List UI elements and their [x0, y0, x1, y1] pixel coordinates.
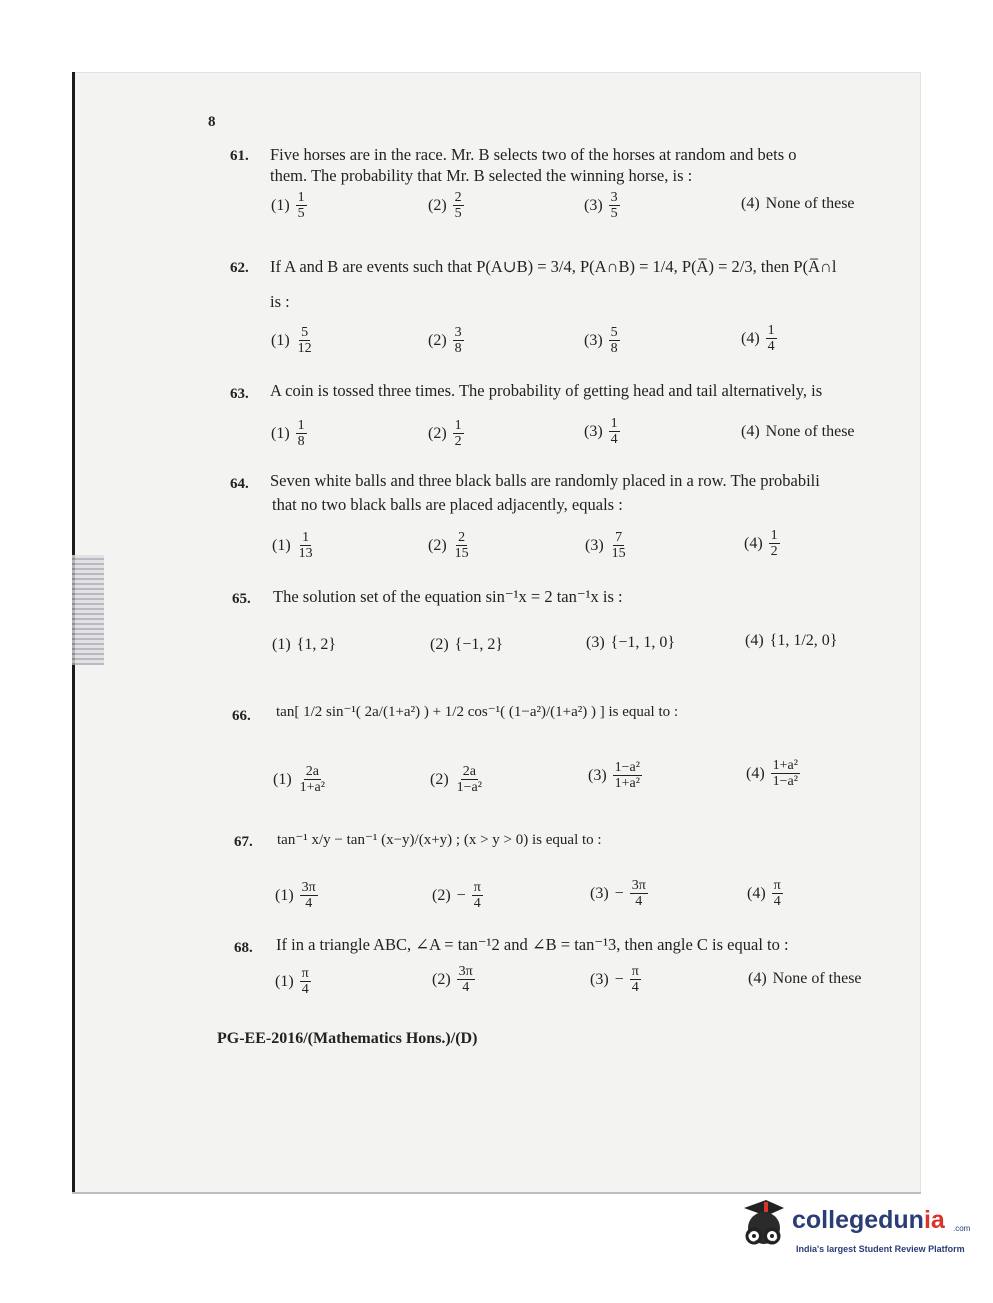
question-number: 67. — [234, 834, 253, 850]
question-text: tan[ 1/2 sin⁻¹( 2a/(1+a²) ) + 1/2 cos⁻¹( (1−a²)/(1+a²) ) ] is equal to : — [276, 704, 679, 720]
option[interactable]: (2) {−1, 2} — [430, 636, 504, 653]
logo-tagline: India's largest Student Review Platform — [796, 1244, 965, 1254]
option[interactable]: (3) − $\frac{\pi}{4}$ — [590, 964, 639, 996]
question-number: 66. — [232, 708, 251, 724]
scan-bottom-edge — [72, 1192, 921, 1194]
option[interactable]: (3) {−1, 1, 0} — [586, 634, 676, 651]
logo-domain-suffix: .com — [953, 1224, 971, 1233]
question-text: If in a triangle ABC, ∠A = tan⁻¹2 and ∠B = tan⁻¹3, then angle C is equal to : — [276, 935, 789, 954]
option[interactable]: (2) $\frac{1}{2}$ — [428, 418, 462, 450]
collegedunia-logo[interactable] — [736, 1198, 971, 1258]
option[interactable]: (4) $\frac{\text{1+a²}}{\text{1−a²}}$ — [746, 758, 798, 790]
question-text: Five horses are in the race. Mr. B selects two of the horses at random and bets o — [270, 145, 797, 164]
option[interactable]: (2) $\frac{3}{8}$ — [428, 325, 462, 357]
question-number: 62. — [230, 260, 249, 276]
mascot-icon — [736, 1198, 790, 1254]
option[interactable]: (1) $\frac{1}{13}$ — [272, 530, 313, 562]
page-number: 8 — [208, 114, 216, 130]
option[interactable]: (4) None of these — [741, 423, 855, 440]
option[interactable]: (1) $\frac{3\pi}{4}$ — [275, 880, 316, 912]
option[interactable]: (3) $\frac{1}{4}$ — [584, 416, 618, 448]
option[interactable]: (4) None of these — [748, 970, 862, 987]
option[interactable]: (2) − $\frac{\pi}{4}$ — [432, 880, 481, 912]
option[interactable]: (1) $\frac{5}{12}$ — [271, 325, 312, 357]
question-text: Seven white balls and three black balls are randomly placed in a row. The probabili — [270, 471, 820, 490]
question-number: 64. — [230, 476, 249, 492]
option[interactable]: (1) $\frac{1}{5}$ — [271, 190, 305, 222]
option[interactable]: (3) − $\frac{3\pi}{4}$ — [590, 878, 646, 910]
logo-wordmark: collegedunia — [792, 1206, 945, 1234]
question-text: The solution set of the equation sin⁻¹x = 2 tan⁻¹x is : — [273, 587, 623, 606]
option[interactable]: (3) $\frac{5}{8}$ — [584, 325, 618, 357]
option[interactable]: (1) {1, 2} — [272, 636, 337, 653]
paper-code-footer: PG-EE-2016/(Mathematics Hons.)/(D) — [217, 1030, 478, 1047]
option[interactable]: (3) $\frac{7}{15}$ — [585, 530, 626, 562]
option[interactable]: (2) $\frac{2a}{\text{1−a²}}$ — [430, 764, 482, 796]
option[interactable]: (4) {1, 1/2, 0} — [745, 632, 838, 649]
question-text: is : — [270, 292, 290, 311]
question-text: tan⁻¹ x/y − tan⁻¹ (x−y)/(x+y) ; (x > y > 0) is equal to : — [277, 832, 602, 848]
question-number: 61. — [230, 148, 249, 164]
question-text: that no two black balls are placed adjacently, equals : — [272, 495, 623, 514]
option[interactable]: (3) $\frac{3}{5}$ — [584, 190, 618, 222]
question-number: 68. — [234, 940, 253, 956]
binding-marks — [72, 555, 104, 665]
option[interactable]: (4) $\frac{\pi}{4}$ — [747, 878, 781, 910]
question-number: 63. — [230, 386, 249, 402]
option[interactable]: (3) $\frac{\text{1−a²}}{\text{1+a²}}$ — [588, 760, 640, 792]
option[interactable]: (1) $\frac{\pi}{4}$ — [275, 966, 309, 998]
question-text: A coin is tossed three times. The probability of getting head and tail alternatively, is — [270, 381, 823, 400]
option[interactable]: (1) $\frac{1}{8}$ — [271, 418, 305, 450]
question-text: them. The probability that Mr. B selected the winning horse, is : — [270, 166, 693, 185]
question-number: 65. — [232, 591, 251, 607]
option[interactable]: (2) $\frac{2}{5}$ — [428, 190, 462, 222]
question-text: If A and B are events such that P(A∪B) = 3/4, P(A∩B) = 1/4, P(A̅) = 2/3, then P(A̅∩l — [270, 257, 837, 276]
option[interactable]: (2) $\frac{2}{15}$ — [428, 530, 469, 562]
option[interactable]: (2) $\frac{3\pi}{4}$ — [432, 964, 473, 996]
option[interactable]: (4) $\frac{1}{2}$ — [744, 528, 778, 560]
option[interactable]: (4) $\frac{1}{4}$ — [741, 323, 775, 355]
option[interactable]: (4) None of these — [741, 195, 855, 212]
option[interactable]: (1) $\frac{2a}{\text{1+a²}}$ — [273, 764, 325, 796]
